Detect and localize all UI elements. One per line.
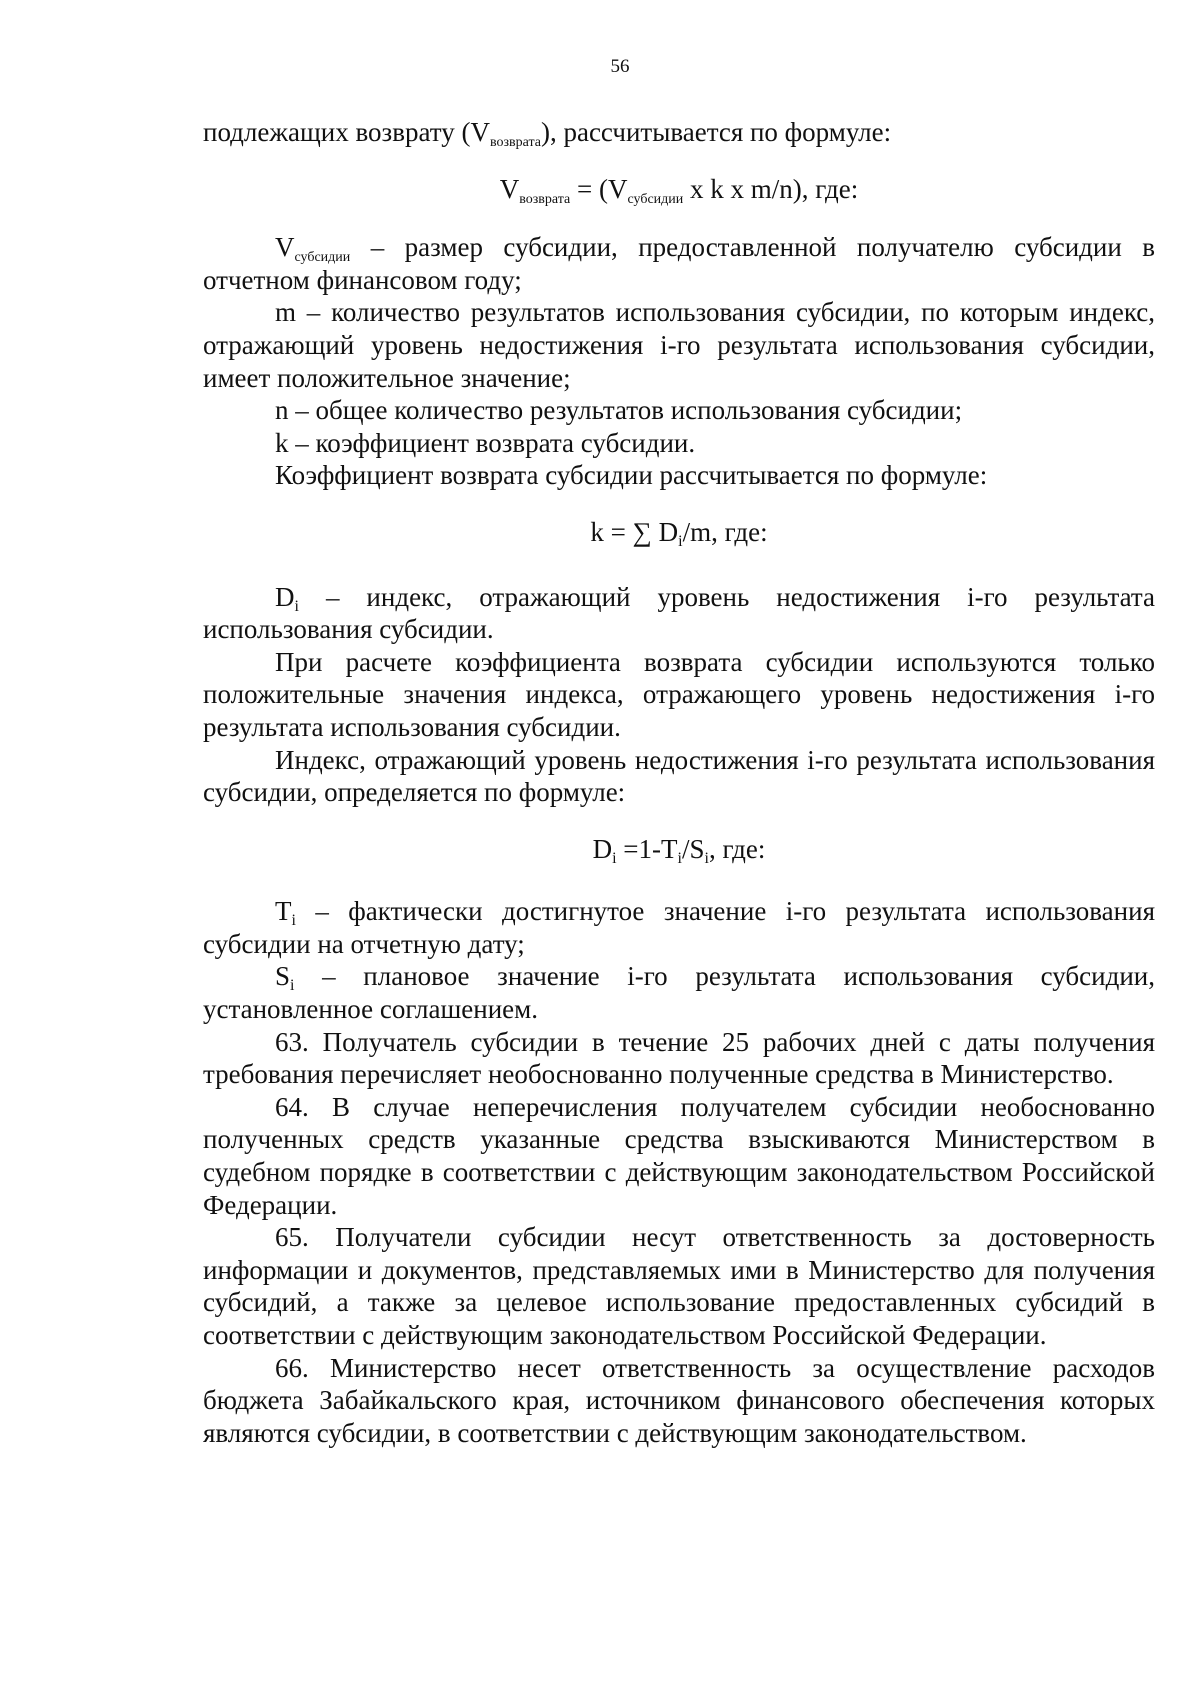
definition-ti: Ti – фактически достигнутое значение i-го результата использования субсидии на отчетную дату; xyxy=(203,896,1155,959)
intro-paragraph: подлежащих возврату $(V_{возврата})$, рассчитывается по формуле: xyxy=(203,117,892,150)
positive-values-paragraph: При расчете коэффициента возврата субсидии используются только положительные значения индекса, отражающего уровень недостижения i-го результата использования субсидии. xyxy=(203,646,1155,742)
definition-m: m – количество результатов использования субсидии, по которым индекс, отражающий уровень недостижения i-го результата использования субсидии, имеет положительное значение; xyxy=(203,297,1155,393)
index-paragraph: Индекс, отражающий уровень недостижения i-го результата использования субсидии, определяется по формуле: xyxy=(203,744,1155,808)
document-body xyxy=(203,116,1155,1449)
page-number: 56 xyxy=(610,56,630,77)
paragraph-64: 64. В случае неперечисления получателем субсидии необоснованно полученных средств указанные средства взыскиваются Министерством в судебном порядке в соответствии с действующим законодательством Российской Федерации. xyxy=(203,1091,1155,1220)
formula-d: Di =1-Ti/Si, где: xyxy=(592,833,766,867)
formula-refund-volume: $V_{возврата} = (V_{субсидии}$ x k x m/n), где: xyxy=(499,173,859,207)
definition-n: n – общее количество результатов использования субсидии; xyxy=(275,395,963,426)
definition-si: Si – плановое значение i-го результата использования субсидии, установленное соглашением. xyxy=(203,961,1155,1025)
formula-k: k = ∑ Di/m, где: xyxy=(590,516,768,550)
definition-v-subsidy: $V_{субсидии}$ – размер субсидии, предоставленной получателю субсидии в отчетном финансовом году; xyxy=(203,232,1155,295)
paragraph-66: 66. Министерство несет ответственность за осуществление расходов бюджета Забайкальского края, источником финансового обеспечения которых являются субсидии, в соответствии с действующим законодательством. xyxy=(203,1352,1155,1448)
paragraph-63: 63. Получатель субсидии в течение 25 рабочих дней с даты получения требования перечисляет необоснованно полученные средства в Министерство. xyxy=(203,1026,1155,1090)
k-formula-intro: Коэффициент возврата субсидии рассчитывается по формуле: xyxy=(275,460,988,491)
definition-di: Di – индекс, отражающий уровень недостижения i-го результата использования субсидии. xyxy=(203,581,1155,645)
paragraph-65: 65. Получатели субсидии несут ответственность за достоверность информации и документов, представляемых ими в Министерство для получения субсидий, а также за целевое использование предоставленных субсидий в соответствии с действующим законодательством Российской Федерации. xyxy=(203,1222,1155,1350)
definition-k: k – коэффициент возврата субсидии. xyxy=(275,427,696,458)
